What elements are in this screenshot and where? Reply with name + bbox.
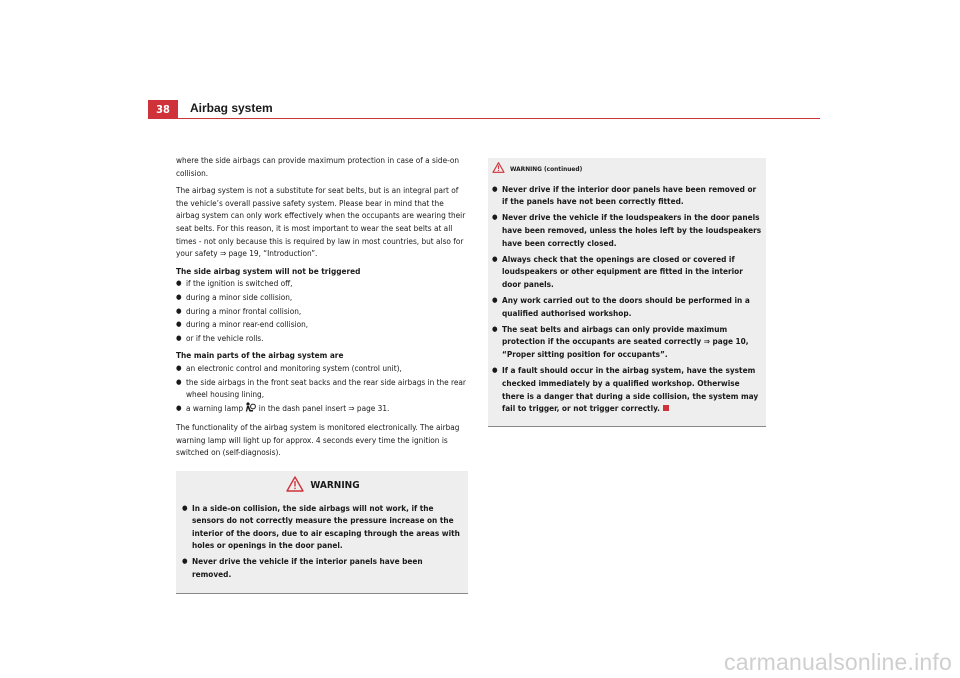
main-parts-list <box>176 362 468 416</box>
warning-continued-header <box>492 162 762 177</box>
list-item: ● or if the vehicle rolls. <box>176 332 468 345</box>
end-square-icon <box>663 405 669 411</box>
list-item: ● the side airbags in the front seat backs and the rear side airbags in the rear wheel housing lining, <box>176 376 468 401</box>
warning-header <box>182 476 464 496</box>
sitting-ref[interactable]: ⇒ page 10, “Proper sitting position for occupants”. <box>502 336 749 360</box>
warning-item: ● Any work carried out to the doors should be performed in a qualified authorised workshop. <box>492 294 762 320</box>
warning-box <box>176 471 468 594</box>
watermark: carmanualsonline.info <box>724 649 952 675</box>
not-triggered-list <box>176 277 468 344</box>
warning-triangle-icon <box>492 162 505 177</box>
page-number: 38 <box>148 100 178 118</box>
not-triggered-heading: The side airbag system will not be triggered <box>176 265 361 276</box>
left-column <box>176 154 468 594</box>
header-rule <box>148 118 820 119</box>
warning-lamp-ref[interactable]: in the dash panel insert ⇒ page 31. <box>258 402 390 413</box>
warning-item: ● Always check that the openings are closed or covered if loudspeakers or other equipment are fitted in the interior door panels. <box>492 253 762 291</box>
list-item: ● an electronic control and monitoring system (control unit), <box>176 362 468 375</box>
warning-item: ● In a side-on collision, the side airbags will not work, if the sensors do not correctly measure the pressure increase on the interior of the doors, due to air escaping through the areas with holes or openings in the door panel. <box>182 502 464 552</box>
main-parts-heading: The main parts of the airbag system are <box>176 350 344 361</box>
warning-item: ● Never drive if the interior door panels have been removed or if the panels have not been correctly fitted. <box>492 183 762 209</box>
functionality-paragraph: The functionality of the airbag system is monitored electronically. The airbag warning lamp will light up for approx. 4 seconds every time the ignition is switched on (self-diagnosis). <box>176 422 460 458</box>
warning-item <box>492 364 762 415</box>
warning-item <box>492 323 762 361</box>
sitting-text: The seat belts and airbags can only provide maximum protection if the occupants are seated correctly <box>502 323 728 347</box>
warning-label: WARNING <box>310 479 360 491</box>
intro-paragraph-2: The airbag system is not a substitute for seat belts, but is an integral part of the vehicle’s overall passive safety system. Please bear in mind that the airbag system can only work effectively when the occupants are wearing their seat belts. For this reason, it is most important to wear the seat belts at all times - not only because this is required by law in most countries, but also for your safety ⇒ page 19, “Introduction”. <box>176 185 466 259</box>
warning-list <box>182 502 464 581</box>
list-item <box>176 402 468 417</box>
warning-item: ● Never drive the vehicle if the loudspeakers in the door panels have been removed, unless the holes left by the loudspeakers have been correctly closed. <box>492 211 762 249</box>
list-item: ● during a minor frontal collision, <box>176 305 468 318</box>
intro-paragraph-1: where the side airbags can provide maximum protection in case of a side-on collision. <box>176 155 460 178</box>
warning-continued-list <box>492 183 762 416</box>
warning-lamp-text: a warning lamp <box>186 402 244 413</box>
warning-continued-label: WARNING (continued) <box>510 165 583 173</box>
list-item: ● during a minor rear-end collision, <box>176 318 468 331</box>
list-item: ● during a minor side collision, <box>176 291 468 304</box>
page-title: Airbag system <box>190 101 273 115</box>
warning-item: ● Never drive the vehicle if the interior panels have been removed. <box>182 555 464 580</box>
list-item: ● if the ignition is switched off, <box>176 277 468 290</box>
warning-continued-box <box>488 158 766 427</box>
fault-text: If a fault should occur in the airbag system, have the system checked immediately by a qualified workshop. Otherwise there is a danger that during a side collision, the system may fail to trigger, or not trigger correctly. <box>502 364 759 414</box>
warning-triangle-icon <box>286 476 304 496</box>
right-column <box>488 158 766 427</box>
airbag-lamp-icon <box>245 402 256 417</box>
